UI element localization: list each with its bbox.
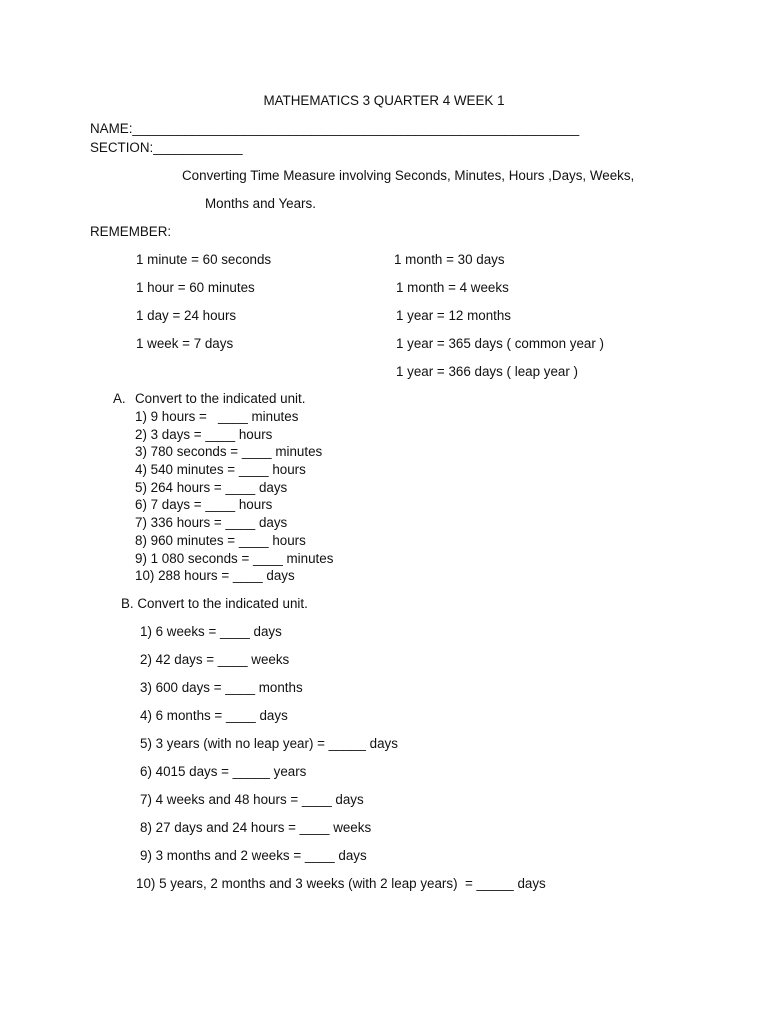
part-b-item: 4) 6 months = ____ days — [140, 708, 288, 723]
remember-heading: REMEMBER: — [90, 224, 172, 239]
remember-right-item: 1 year = 365 days ( common year ) — [396, 336, 605, 351]
part-b-item: 8) 27 days and 24 hours = ____ weeks — [140, 820, 372, 835]
part-a-item: 8) 960 minutes = ____ hours — [135, 533, 306, 548]
part-a-item: 2) 3 days = ____ hours — [135, 427, 273, 442]
part-a-item: 1) 9 hours = ____ minutes — [135, 409, 299, 424]
name-line: NAME:____________________________________________________________ — [90, 121, 580, 136]
part-a-item: 9) 1 080 seconds = ____ minutes — [135, 551, 334, 566]
part-a-instruction: Convert to the indicated unit. — [135, 391, 306, 406]
part-a-item: 4) 540 minutes = ____ hours — [135, 462, 306, 477]
section-line: SECTION:____________ — [90, 140, 243, 155]
remember-left-item: 1 hour = 60 minutes — [136, 280, 255, 295]
part-b-item: 5) 3 years (with no leap year) = _____ days — [140, 736, 398, 751]
remember-right-item: 1 year = 366 days ( leap year ) — [396, 364, 578, 379]
remember-right-item: 1 month = 30 days — [394, 252, 505, 267]
remember-left-item: 1 minute = 60 seconds — [136, 252, 272, 267]
remember-right-item: 1 year = 12 months — [396, 308, 512, 323]
intro-line-1: Converting Time Measure involving Seconds, Minutes, Hours ,Days, Weeks, — [182, 168, 635, 183]
part-b-item: 2) 42 days = ____ weeks — [140, 652, 290, 667]
part-a-marker: A. — [113, 391, 126, 406]
part-a-item: 5) 264 hours = ____ days — [135, 480, 288, 495]
part-b-item: 6) 4015 days = _____ years — [140, 764, 307, 779]
intro-line-2: Months and Years. — [205, 196, 316, 211]
part-a-item: 3) 780 seconds = ____ minutes — [135, 444, 323, 459]
part-b-item: 9) 3 months and 2 weeks = ____ days — [140, 848, 367, 863]
part-b-item: 10) 5 years, 2 months and 3 weeks (with 2 leap years) = _____ days — [136, 876, 546, 891]
part-a-item: 10) 288 hours = ____ days — [135, 568, 295, 583]
part-b-instruction: B. Convert to the indicated unit. — [121, 596, 308, 611]
part-a-item: 7) 336 hours = ____ days — [135, 515, 288, 530]
part-b-item: 3) 600 days = ____ months — [140, 680, 303, 695]
remember-right-item: 1 month = 4 weeks — [396, 280, 509, 295]
part-b-item: 1) 6 weeks = ____ days — [140, 624, 282, 639]
remember-left-item: 1 day = 24 hours — [136, 308, 237, 323]
worksheet-title: MATHEMATICS 3 QUARTER 4 WEEK 1 — [263, 93, 505, 108]
remember-left-item: 1 week = 7 days — [136, 336, 234, 351]
part-b-item: 7) 4 weeks and 48 hours = ____ days — [140, 792, 364, 807]
part-a-item: 6) 7 days = ____ hours — [135, 497, 273, 512]
